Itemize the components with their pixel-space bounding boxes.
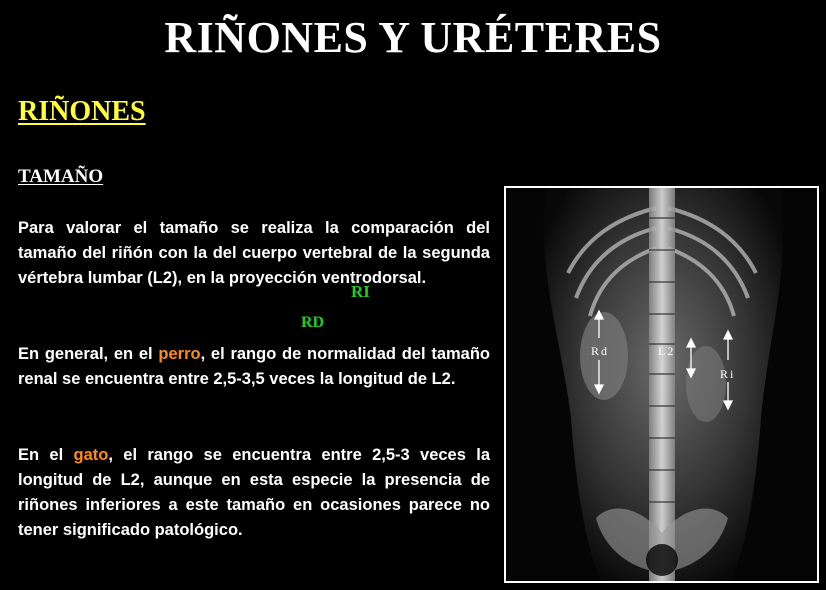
paragraph-dog-text-end: , el rango de normalidad del tamaño renal se encuentra entre 2,5-3,5 veces la longitud de L2. [18, 345, 491, 388]
xray-label-rd: Rd [591, 344, 610, 358]
paragraph-cat-text-start: En el [18, 446, 74, 464]
section-heading: RIÑONES [18, 96, 146, 127]
paragraph-cat [18, 443, 490, 543]
xray-label-l2: L2 [658, 344, 676, 358]
paragraph-dog [18, 342, 490, 392]
paragraph-size-comparison: Para valorar el tamaño se realiza la comparación del tamaño del riñón con la del cuerpo vertebral de la segunda vértebra lumbar (L2), en la proyección ventrodorsal. [18, 219, 490, 287]
xray-radiograph [506, 188, 817, 581]
highlight-dog: perro [158, 345, 201, 363]
overlay-label-ri: RI [351, 282, 370, 301]
overlay-label-rd: RD [301, 314, 325, 331]
paragraph-cat-text-end: , el rango se encuentra entre 2,5-3 veces la longitud de L2, aunque en esta especie la presencia de riñones inferiores a este tamaño en ocasiones parece no tener significado patológico. [18, 446, 490, 539]
xray-label-ri: Ri [720, 367, 736, 381]
xray-image [504, 186, 819, 583]
slide-title: RIÑONES Y URÉTERES [164, 13, 662, 62]
subsection-heading: TAMAÑO [18, 166, 104, 187]
highlight-cat: gato [73, 446, 109, 464]
paragraph-dog-text-start: En general, en el [18, 345, 159, 363]
